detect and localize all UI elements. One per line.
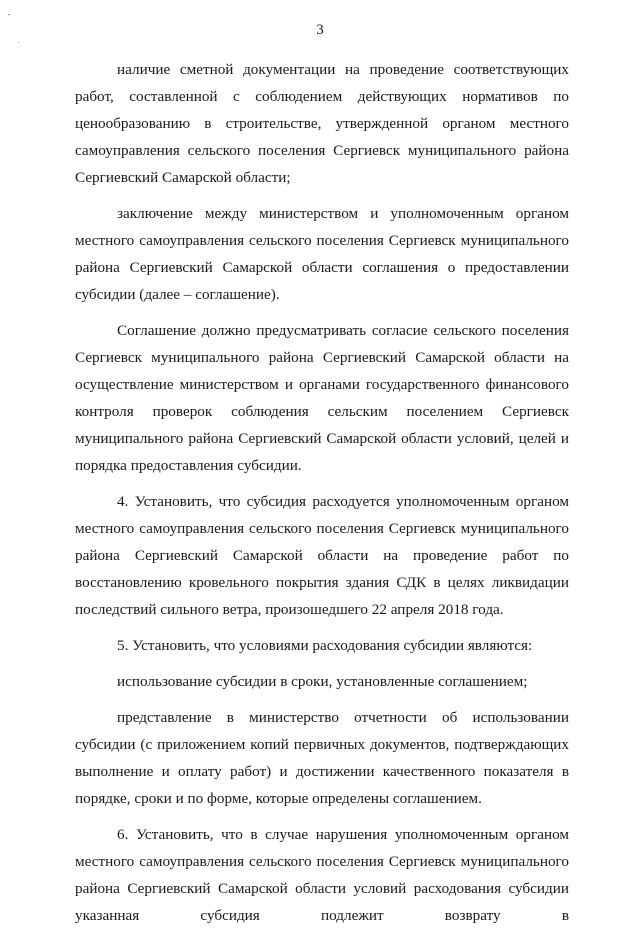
- paragraph: Соглашение должно предусматривать согласие сельского поселения Сергиевск муниципального района Сергиевский Самарской области на осуществление министерством и органами государственного финансового контроля проверок соблюдения сельским поселением Сергиевск муниципального района Сергиевский Самарской области условий, целей и порядка предоставления субсидии.: [75, 322, 569, 474]
- scan-mark: [8, 14, 10, 15]
- paragraph: 5. Установить, что условиями расходования субсидии являются:: [117, 637, 533, 654]
- paragraph: использование субсидии в сроки, установленные соглашением;: [117, 673, 528, 690]
- paragraph: представление в министерство отчетности об использовании субсидии (с приложением копий первичных документов, подтверждающих выполнение и оплату работ) и достижении качественного показателя в порядке, сроки и по форме, которые определены соглашением.: [75, 709, 569, 807]
- document-body: [75, 56, 569, 938]
- paragraph: заключение между министерством и уполномоченным органом местного самоуправления сельского поселения Сергиевск муниципального района Сергиевский Самарской области соглашения о предоставлении субсидии (далее – соглашение).: [75, 205, 569, 303]
- paragraph: наличие сметной документации на проведение соответствующих работ, составленной с соблюдением действующих нормативов по ценообразованию в строительстве, утвержденной органом местного самоуправления сельского поселения Сергиевск муниципального района Сергиевский Самарской области;: [75, 61, 569, 186]
- page-number: 3: [316, 22, 324, 38]
- paragraph: 6. Установить, что в случае нарушения уполномоченным органом местного самоуправления сельского поселения Сергиевск муниципального района Сергиевский Самарской области условий расходования субсидии указанная субсидия подлежит возврату в: [75, 826, 569, 924]
- paragraph: 4. Установить, что субсидия расходуется уполномоченным органом местного самоуправления сельского поселения Сергиевск муниципального района Сергиевский Самарской области на проведение работ по восстановлению кровельного покрытия здания СДК в целях ликвидации последствий сильного ветра, произошедшего 22 апреля 2018 года.: [75, 493, 569, 618]
- scan-mark: [18, 42, 19, 43]
